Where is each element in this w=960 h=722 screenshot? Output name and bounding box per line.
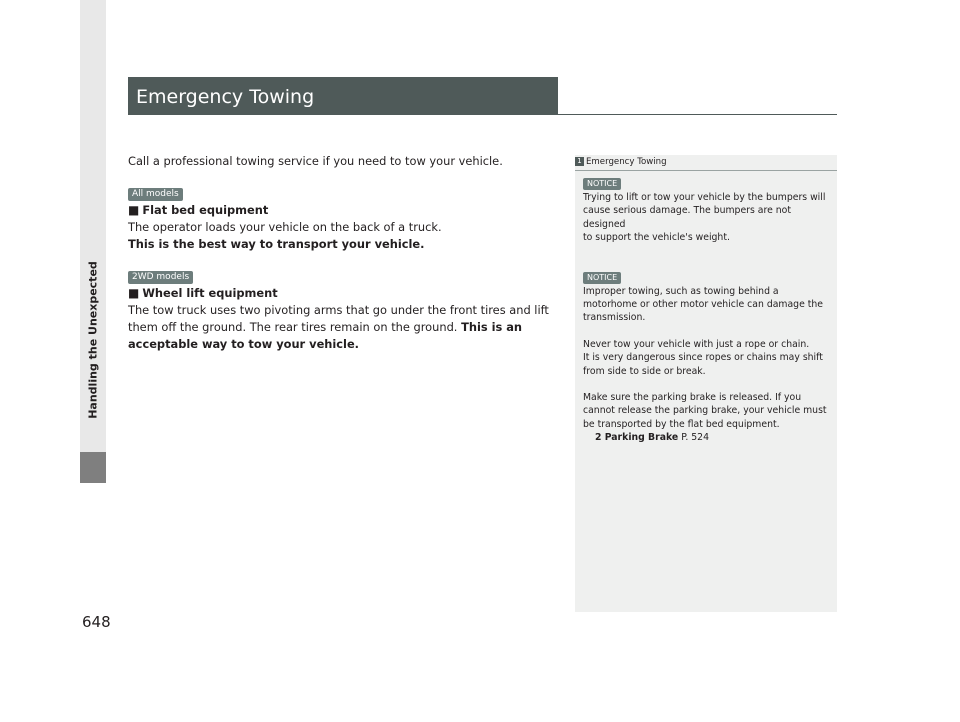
notice-line: to support the vehicle's weight.	[583, 232, 730, 244]
side-note-rule	[575, 170, 837, 171]
model-badge-2wd: 2WD models	[128, 271, 193, 284]
note-line: Never tow your vehicle with just a rope or chain.	[583, 338, 810, 350]
page-number: 648	[82, 613, 111, 631]
notice-line: Trying to lift or tow your vehicle by the bumpers will	[583, 192, 826, 203]
notice-badge: NOTICE	[583, 178, 621, 190]
note-line: Make sure the parking brake is released. If you	[583, 392, 802, 404]
parking-brake-reference-link[interactable]: 2 Parking Brake P. 524	[595, 432, 710, 444]
square-bullet-icon: ■	[128, 203, 140, 217]
notice-line: transmission.	[583, 312, 646, 324]
note-line: It is very dangerous since ropes or chains may shift	[583, 352, 823, 364]
page-title: Emergency Towing	[128, 77, 558, 115]
model-badge-all: All models	[128, 188, 183, 201]
note-line: from side to side or break.	[583, 365, 706, 377]
square-bullet-icon: ■	[128, 286, 140, 300]
section-heading-wheel-lift: ■ Wheel lift equipment	[128, 286, 278, 300]
wheel-lift-text: The tow truck uses two pivoting arms that go under the front tires and lift them off the ground. The rear tires remain on the ground. This is an acceptable way to tow your vehicle.	[128, 303, 549, 351]
title-rule	[558, 114, 837, 115]
main-content	[128, 153, 560, 353]
note-line: be transported by the flat bed equipment.	[583, 418, 780, 430]
note-line: cannot release the parking brake, your vehicle must	[583, 405, 827, 417]
notice-line: cause serious damage. The bumpers are not designed	[583, 205, 792, 230]
side-note-body	[583, 177, 833, 445]
notice-line: motorhome or other motor vehicle can damage the	[583, 299, 823, 311]
note-marker-icon: 1	[575, 157, 584, 166]
flat-bed-emphasis: This is the best way to transport your vehicle.	[128, 237, 425, 251]
sidebar-section-tab	[80, 452, 106, 483]
side-note-header: 1 Emergency Towing	[575, 157, 837, 167]
notice-line: Improper towing, such as towing behind a	[583, 285, 779, 297]
reference-arrow-icon: 2	[595, 432, 605, 444]
intro-text: Call a professional towing service if you need to tow your vehicle.	[128, 154, 503, 168]
flat-bed-text: The operator loads your vehicle on the back of a truck.	[128, 220, 442, 234]
section-heading-flat-bed: ■ Flat bed equipment	[128, 203, 269, 217]
sidebar-chapter-label: Handling the Unexpected	[86, 261, 100, 419]
notice-badge: NOTICE	[583, 272, 621, 284]
